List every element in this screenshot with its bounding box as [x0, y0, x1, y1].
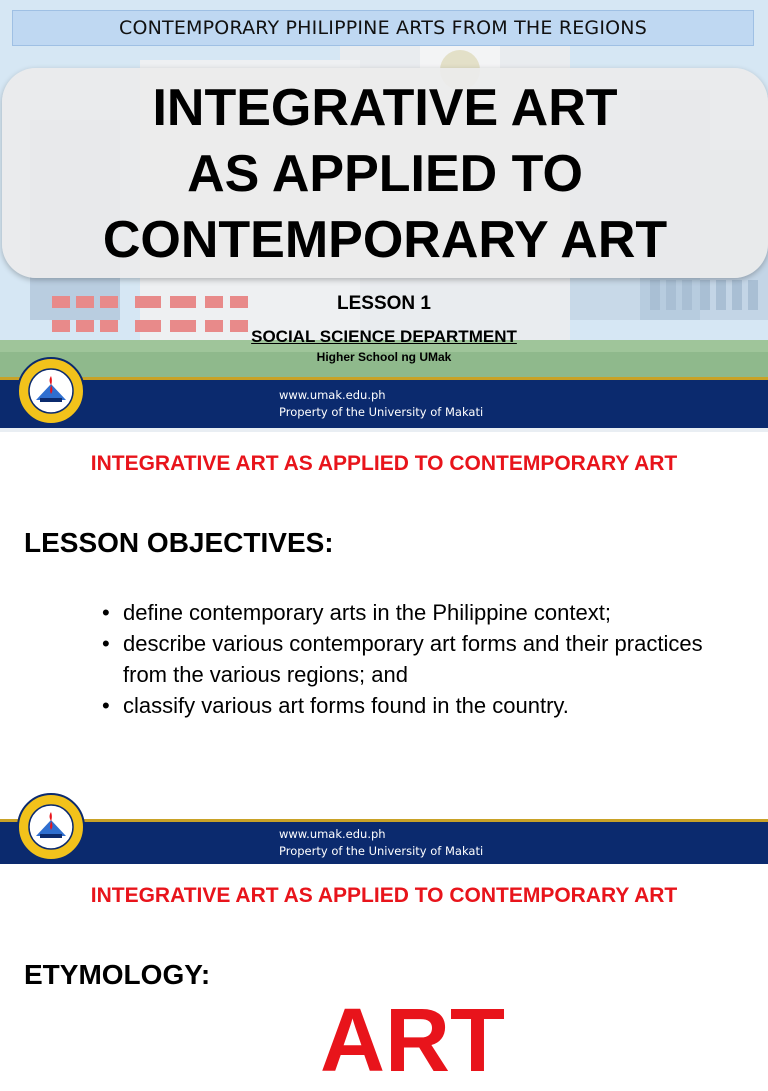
title-slide: [0, 0, 768, 432]
slide-footer: [0, 380, 768, 428]
website-link[interactable]: www.umak.edu.ph: [279, 388, 386, 402]
lesson-number: LESSON 1: [337, 293, 431, 314]
section-title: ETYMOLOGY:: [24, 959, 211, 990]
title-line-3: CONTEMPORARY ART: [102, 211, 668, 269]
slide-heading: INTEGRATIVE ART AS APPLIED TO CONTEMPORARY ART: [90, 452, 678, 475]
bullet-icon: •: [102, 631, 110, 656]
department-name: SOCIAL SCIENCE DEPARTMENT: [251, 327, 517, 346]
list-item: • classify various art forms found in the country.: [100, 690, 720, 721]
list-item: • define contemporary arts in the Philippine context;: [100, 597, 720, 628]
university-seal-logo: [16, 792, 86, 862]
university-seal-logo: [16, 356, 86, 426]
website-link[interactable]: www.umak.edu.ph: [279, 827, 386, 841]
title-line-2: AS APPLIED TO: [187, 145, 583, 203]
bullet-icon: •: [102, 693, 110, 718]
section-title: LESSON OBJECTIVES:: [24, 527, 334, 558]
slide-footer: [0, 822, 768, 864]
course-banner: CONTEMPORARY PHILIPPINE ARTS FROM THE REGIONS: [12, 10, 754, 46]
property-notice: Property of the University of Makati: [279, 405, 484, 419]
property-notice: Property of the University of Makati: [279, 844, 484, 858]
title-line-1: INTEGRATIVE ART: [152, 79, 618, 137]
slide-heading: INTEGRATIVE ART AS APPLIED TO CONTEMPORARY ART: [90, 884, 678, 907]
bullet-icon: •: [102, 600, 110, 625]
title-card: [2, 68, 768, 278]
list-item: • describe various contemporary art forms and their practices from the various regions; and: [100, 628, 720, 690]
school-name: Higher School ng UMak: [316, 350, 452, 364]
objectives-list: [100, 597, 720, 721]
big-word: ART: [320, 991, 505, 1091]
